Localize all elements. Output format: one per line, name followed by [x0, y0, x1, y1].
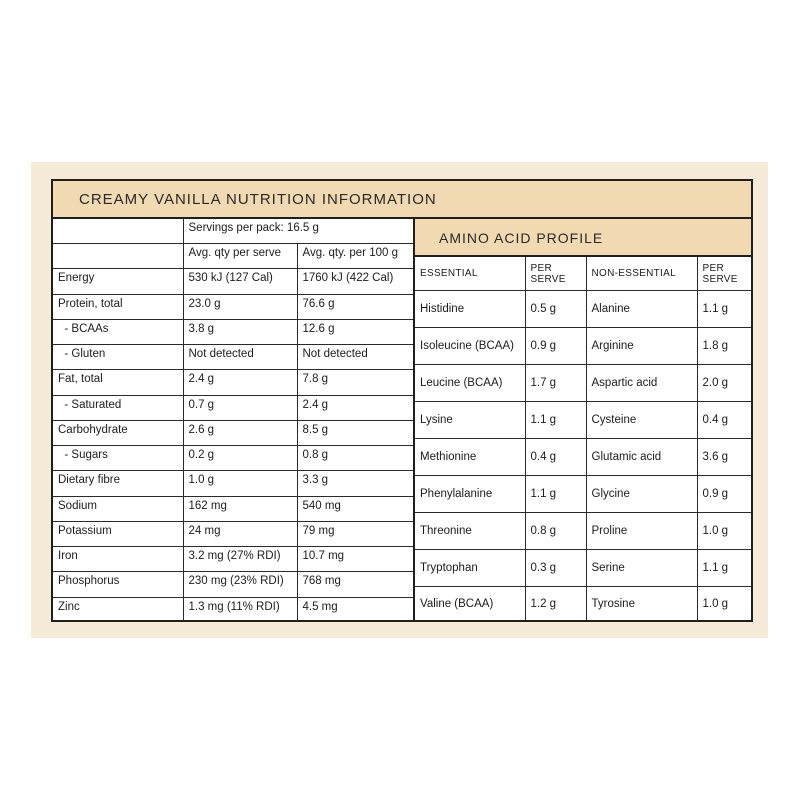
- nutrient-name: - Saturated: [53, 395, 183, 420]
- nutrient-name: - Sugars: [53, 446, 183, 471]
- nutrient-name: Potassium: [53, 521, 183, 546]
- per-serve-value: 2.4 g: [183, 370, 297, 395]
- non-essential-per-serve: 1.8 g: [697, 327, 753, 364]
- nutrient-name: Fat, total: [53, 370, 183, 395]
- non-essential-per-serve: 0.9 g: [697, 475, 753, 512]
- essential-amino-name: Methionine: [415, 438, 525, 475]
- nutrition-card: [51, 179, 753, 622]
- essential-amino-name: Tryptophan: [415, 549, 525, 586]
- per-100g-value: 3.3 g: [297, 471, 413, 496]
- essential-amino-name: Histidine: [415, 291, 525, 328]
- non-essential-per-serve: 3.6 g: [697, 438, 753, 475]
- non-essential-amino-name: Aspartic acid: [586, 364, 697, 401]
- nutrient-name: Iron: [53, 547, 183, 572]
- nutrition-row: [53, 294, 413, 319]
- amino-row: [415, 512, 753, 549]
- per-100g-value: 10.7 mg: [297, 547, 413, 572]
- non-essential-per-serve: 1.1 g: [697, 549, 753, 586]
- nutrition-row: [53, 319, 413, 344]
- per-serve-value: 24 mg: [183, 521, 297, 546]
- essential-per-serve: 1.7 g: [525, 364, 586, 401]
- per-100g-value: 1760 kJ (422 Cal): [297, 269, 413, 294]
- page-title: CREAMY VANILLA NUTRITION INFORMATION: [79, 191, 437, 208]
- per-100g-value: 540 mg: [297, 496, 413, 521]
- per-serve-value: 2.6 g: [183, 420, 297, 445]
- column-header-row: [53, 244, 413, 269]
- amino-row: [415, 438, 753, 475]
- per-serve-value: 0.7 g: [183, 395, 297, 420]
- non-essential-per-serve: 1.1 g: [697, 291, 753, 328]
- non-essential-per-serve: 0.4 g: [697, 401, 753, 438]
- per-100g-value: 8.5 g: [297, 420, 413, 445]
- nutrition-row: [53, 269, 413, 294]
- per-100g-value: 2.4 g: [297, 395, 413, 420]
- blank-cell: [53, 219, 183, 244]
- per-serve-value: 3.8 g: [183, 319, 297, 344]
- amino-row: [415, 364, 753, 401]
- header-per-serve-non-essential: [697, 257, 753, 291]
- per-serve-value: 3.2 mg (27% RDI): [183, 547, 297, 572]
- non-essential-amino-name: Serine: [586, 549, 697, 586]
- non-essential-amino-name: Arginine: [586, 327, 697, 364]
- essential-per-serve: 1.2 g: [525, 586, 586, 622]
- header-non-essential: NON-ESSENTIAL: [586, 257, 697, 291]
- essential-per-serve: 0.4 g: [525, 438, 586, 475]
- per-100g-value: 4.5 mg: [297, 597, 413, 622]
- essential-amino-name: Isoleucine (BCAA): [415, 327, 525, 364]
- non-essential-amino-name: Glycine: [586, 475, 697, 512]
- essential-per-serve: 0.3 g: [525, 549, 586, 586]
- nutrition-row: [53, 572, 413, 597]
- nutrient-name: Carbohydrate: [53, 420, 183, 445]
- nutrient-name: Phosphorus: [53, 572, 183, 597]
- amino-table: [415, 257, 753, 622]
- title-bar: [53, 181, 751, 219]
- per-100g-value: 768 mg: [297, 572, 413, 597]
- non-essential-amino-name: Tyrosine: [586, 586, 697, 622]
- nutrient-name: Energy: [53, 269, 183, 294]
- servings-per-pack: Servings per pack: 16.5 g: [183, 219, 413, 244]
- per-serve-value: 23.0 g: [183, 294, 297, 319]
- per-100g-value: 79 mg: [297, 521, 413, 546]
- essential-amino-name: Leucine (BCAA): [415, 364, 525, 401]
- nutrient-name: Dietary fibre: [53, 471, 183, 496]
- non-essential-per-serve: 2.0 g: [697, 364, 753, 401]
- nutrition-row: [53, 521, 413, 546]
- per-100g-value: 76.6 g: [297, 294, 413, 319]
- essential-per-serve: 0.8 g: [525, 512, 586, 549]
- nutrition-row: [53, 547, 413, 572]
- non-essential-amino-name: Glutamic acid: [586, 438, 697, 475]
- header-essential: ESSENTIAL: [415, 257, 525, 291]
- essential-per-serve: 0.5 g: [525, 291, 586, 328]
- non-essential-per-serve: 1.0 g: [697, 586, 753, 622]
- essential-amino-name: Valine (BCAA): [415, 586, 525, 622]
- per-100g-value: 7.8 g: [297, 370, 413, 395]
- per-serve-value: 530 kJ (127 Cal): [183, 269, 297, 294]
- per-100g-value: 12.6 g: [297, 319, 413, 344]
- nutrition-table: [53, 219, 414, 622]
- header-per-serve-label: PER SERVE: [702, 262, 738, 285]
- per-serve-value: 230 mg (23% RDI): [183, 572, 297, 597]
- per-serve-value: 162 mg: [183, 496, 297, 521]
- per-serve-value: 0.2 g: [183, 446, 297, 471]
- amino-header-row: [415, 257, 753, 291]
- nutrition-row: [53, 395, 413, 420]
- header-per-serve-essential: [525, 257, 586, 291]
- per-100g-value: 0.8 g: [297, 446, 413, 471]
- nutrient-name: Protein, total: [53, 294, 183, 319]
- nutrient-name: - Gluten: [53, 345, 183, 370]
- nutrition-row: [53, 345, 413, 370]
- amino-section: [413, 219, 753, 622]
- nutrient-name: Zinc: [53, 597, 183, 622]
- nutrient-name: Sodium: [53, 496, 183, 521]
- servings-row: [53, 219, 413, 244]
- nutrition-row: [53, 496, 413, 521]
- per-serve-value: 1.3 mg (11% RDI): [183, 597, 297, 622]
- per-serve-value: Not detected: [183, 345, 297, 370]
- col-header-per-serve: Avg. qty per serve: [183, 244, 297, 269]
- nutrition-row: [53, 446, 413, 471]
- amino-title-bar: [415, 219, 753, 257]
- amino-row: [415, 586, 753, 622]
- amino-row: [415, 475, 753, 512]
- nutrient-name: - BCAAs: [53, 319, 183, 344]
- essential-per-serve: 1.1 g: [525, 475, 586, 512]
- nutrition-row: [53, 370, 413, 395]
- amino-row: [415, 549, 753, 586]
- blank-cell: [53, 244, 183, 269]
- per-100g-value: Not detected: [297, 345, 413, 370]
- non-essential-amino-name: Proline: [586, 512, 697, 549]
- amino-title: AMINO ACID PROFILE: [439, 230, 604, 246]
- essential-amino-name: Lysine: [415, 401, 525, 438]
- nutrition-row: [53, 420, 413, 445]
- amino-row: [415, 327, 753, 364]
- nutrition-row: [53, 471, 413, 496]
- essential-per-serve: 0.9 g: [525, 327, 586, 364]
- essential-amino-name: Threonine: [415, 512, 525, 549]
- essential-amino-name: Phenylalanine: [415, 475, 525, 512]
- non-essential-amino-name: Cysteine: [586, 401, 697, 438]
- amino-row: [415, 291, 753, 328]
- header-per-serve-label: PER SERVE: [530, 262, 566, 285]
- non-essential-amino-name: Alanine: [586, 291, 697, 328]
- amino-row: [415, 401, 753, 438]
- non-essential-per-serve: 1.0 g: [697, 512, 753, 549]
- nutrition-row: [53, 597, 413, 622]
- col-header-per-100g: Avg. qty. per 100 g: [297, 244, 413, 269]
- per-serve-value: 1.0 g: [183, 471, 297, 496]
- essential-per-serve: 1.1 g: [525, 401, 586, 438]
